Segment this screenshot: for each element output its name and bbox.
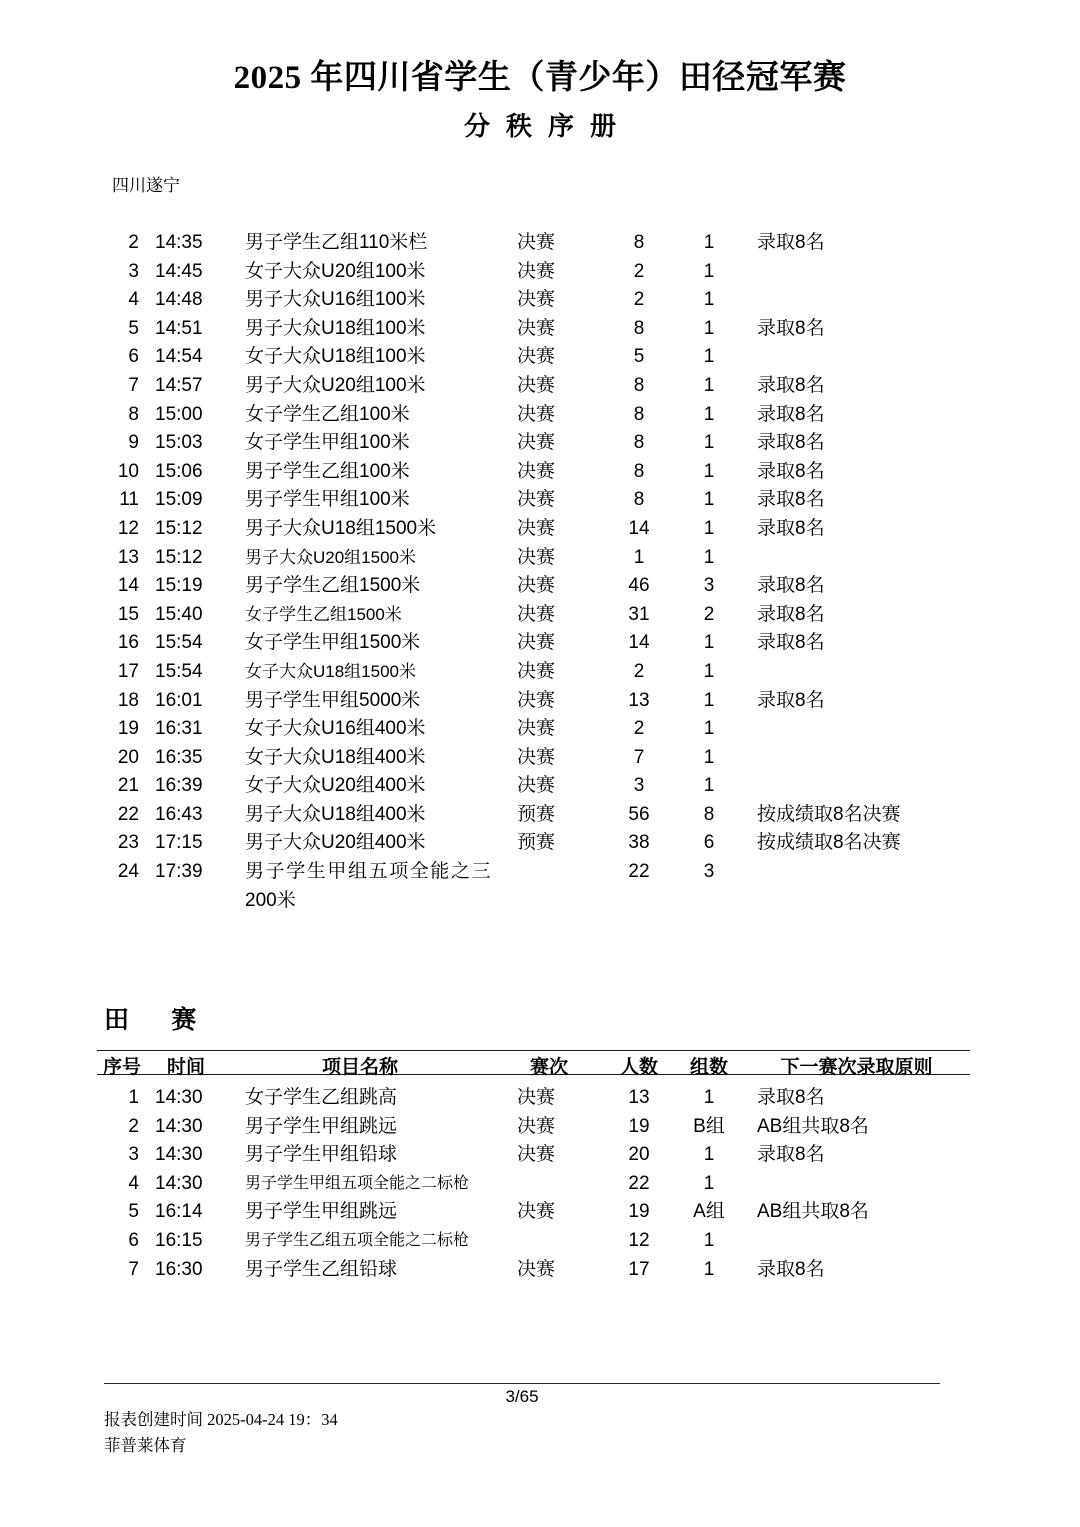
cell-rule (743, 1170, 970, 1199)
field-table-header-row (97, 1051, 970, 1084)
cell-rule (743, 658, 970, 687)
cell-rule: 录取8名 (757, 432, 825, 454)
cell-item-line2: 200米 (245, 889, 296, 911)
cell-rule: 录取8名 (757, 489, 825, 511)
cell-count: 31 (628, 603, 650, 625)
cell-rule (743, 544, 970, 573)
cell-no: 18 (117, 689, 139, 711)
cell-rule: 录取8名 (757, 317, 825, 339)
column-header-count: 人数 (619, 1057, 658, 1078)
cell-group: 1 (703, 660, 715, 682)
cell-item: 男子大众U18组100米 (245, 317, 426, 339)
report-created-time: 报表创建时间 2025-04-24 19：34 (104, 1410, 338, 1429)
cell-round (495, 1227, 603, 1256)
cell-round: 决赛 (517, 1087, 556, 1108)
cell-time: 16:01 (155, 689, 203, 711)
cell-count: 8 (633, 317, 645, 339)
cell-time: 15:09 (155, 489, 203, 511)
cell-time: 16:43 (155, 803, 203, 825)
cell-count: 13 (628, 689, 650, 711)
cell-round: 决赛 (517, 460, 556, 482)
cell-no: 3 (128, 1144, 139, 1166)
track-events-table (97, 229, 970, 915)
cell-count: 5 (633, 346, 645, 368)
cell-item (225, 858, 495, 915)
table-row (97, 401, 970, 430)
cell-round: 决赛 (517, 346, 556, 368)
cell-count: 8 (633, 403, 645, 425)
cell-rule (743, 744, 970, 773)
cell-no: 7 (128, 374, 139, 396)
footer-metadata (0, 1407, 1080, 1459)
cell-no: 2 (128, 232, 139, 253)
table-row (97, 544, 970, 573)
cell-round: 决赛 (517, 1115, 556, 1137)
page-number: 3/65 (505, 1387, 539, 1406)
cell-time: 17:39 (155, 861, 203, 883)
cell-rule (743, 772, 970, 801)
cell-time: 16:35 (155, 746, 203, 768)
table-row (97, 343, 970, 372)
field-table-header-rule (97, 1074, 970, 1075)
cell-count: 22 (628, 861, 650, 883)
cell-group: 1 (703, 489, 715, 511)
cell-count: 56 (628, 803, 650, 825)
cell-item: 男子学生甲组跳远 (245, 1201, 398, 1223)
cell-no: 5 (128, 1201, 139, 1223)
cell-no: 15 (117, 603, 139, 625)
table-row (97, 1170, 970, 1199)
cell-time: 15:12 (155, 546, 203, 568)
cell-item: 女子大众U20组100米 (245, 260, 426, 282)
cell-time: 16:39 (155, 775, 203, 797)
column-header-time: 时间 (166, 1057, 205, 1078)
cell-round: 决赛 (517, 1201, 556, 1223)
column-header-item: 项目名称 (321, 1057, 398, 1078)
cell-round: 决赛 (517, 575, 556, 597)
cell-group: 1 (703, 1144, 715, 1166)
cell-group: 1 (703, 374, 715, 396)
cell-time: 14:30 (155, 1172, 203, 1194)
cell-no: 3 (128, 260, 139, 282)
cell-no: 6 (128, 1229, 139, 1251)
cell-rule: 录取8名 (757, 232, 825, 253)
cell-round: 决赛 (517, 603, 556, 625)
cell-item: 男子学生甲组铅球 (245, 1144, 398, 1166)
cell-count: 8 (633, 460, 645, 482)
table-row (97, 1198, 970, 1227)
cell-group: 1 (703, 232, 715, 253)
cell-no: 4 (128, 1172, 139, 1194)
cell-count: 13 (628, 1087, 650, 1108)
cell-group: B组 (693, 1115, 725, 1137)
cell-item: 男子大众U20组100米 (245, 374, 426, 396)
cell-item: 男子学生甲组跳远 (245, 1115, 398, 1137)
cell-group: 3 (703, 575, 715, 597)
cell-rule: 按成绩取8名决赛 (757, 832, 901, 854)
cell-group: 1 (703, 517, 715, 539)
report-provider: 菲普莱体育 (104, 1436, 187, 1455)
cell-count: 8 (633, 374, 645, 396)
cell-round: 预赛 (517, 832, 556, 854)
cell-round: 决赛 (517, 260, 556, 282)
cell-count: 22 (628, 1172, 650, 1194)
cell-count: 19 (628, 1115, 650, 1137)
table-row (97, 515, 970, 544)
cell-group: 1 (703, 746, 715, 768)
cell-rule: 按成绩取8名决赛 (757, 803, 901, 825)
cell-round: 决赛 (517, 632, 556, 654)
cell-count: 14 (628, 632, 650, 654)
field-events-table (97, 1051, 970, 1284)
cell-group: 1 (703, 1229, 715, 1251)
cell-no: 14 (117, 575, 139, 597)
cell-group: 1 (703, 546, 715, 568)
cell-no: 6 (128, 346, 139, 368)
cell-rule (743, 258, 970, 287)
cell-rule: 录取8名 (757, 460, 825, 482)
cell-no: 10 (117, 460, 139, 482)
cell-no: 5 (128, 317, 139, 339)
cell-rule: 录取8名 (757, 1258, 825, 1280)
cell-no: 11 (119, 489, 139, 511)
cell-item: 男子学生乙组五项全能之二标枪 (245, 1231, 470, 1249)
cell-no: 9 (128, 432, 139, 454)
cell-no: 20 (117, 746, 139, 768)
cell-count: 1 (633, 546, 645, 568)
table-row (97, 1141, 970, 1170)
track-events-section (0, 229, 1080, 915)
cell-round: 决赛 (517, 1144, 556, 1166)
column-header-no: 序号 (102, 1057, 141, 1078)
cell-no: 8 (128, 403, 139, 425)
cell-group: 6 (703, 832, 715, 854)
cell-rule: 录取8名 (757, 689, 825, 711)
cell-round: 决赛 (517, 403, 556, 425)
cell-item: 男子学生甲组五项全能之二标枪 (245, 1174, 470, 1192)
cell-item: 男子学生乙组110米栏 (245, 232, 428, 253)
page-footer (0, 1383, 1080, 1459)
cell-group: 1 (703, 260, 715, 282)
cell-rule: 录取8名 (757, 1144, 825, 1166)
cell-group: 1 (703, 1258, 715, 1280)
cell-round: 决赛 (517, 718, 556, 740)
cell-group: 1 (703, 460, 715, 482)
field-section-title: 田 赛 (104, 1007, 215, 1034)
cell-group: A组 (693, 1201, 725, 1223)
cell-no: 19 (117, 718, 139, 740)
cell-rule: 录取8名 (757, 575, 825, 597)
cell-rule (743, 715, 970, 744)
table-row (97, 1084, 970, 1113)
cell-group: 8 (703, 803, 715, 825)
cell-item: 男子大众U20组400米 (245, 832, 426, 854)
cell-group: 1 (703, 775, 715, 797)
table-row (97, 429, 970, 458)
cell-rule: 录取8名 (757, 374, 825, 396)
cell-no: 12 (117, 517, 139, 539)
cell-time: 15:00 (155, 403, 203, 425)
cell-rule (743, 343, 970, 372)
cell-group: 1 (703, 718, 715, 740)
cell-item: 男子大众U16组100米 (245, 289, 426, 311)
cell-count: 8 (633, 232, 645, 253)
cell-round: 决赛 (517, 746, 556, 768)
table-row (97, 687, 970, 716)
cell-round: 决赛 (517, 689, 556, 711)
cell-time: 15:40 (155, 603, 203, 625)
column-header-groups: 组数 (689, 1057, 728, 1078)
cell-group: 1 (703, 403, 715, 425)
table-row (97, 715, 970, 744)
cell-time: 15:54 (155, 632, 203, 654)
cell-count: 46 (628, 575, 650, 597)
cell-time: 14:45 (155, 260, 203, 282)
cell-count: 19 (628, 1201, 650, 1223)
cell-rule: AB组共取8名 (757, 1115, 869, 1137)
table-row (97, 829, 970, 858)
cell-item: 女子大众U20组400米 (245, 775, 426, 797)
table-row (97, 629, 970, 658)
cell-item: 女子大众U18组100米 (245, 346, 426, 368)
cell-count: 2 (633, 718, 645, 740)
table-row (97, 1256, 970, 1285)
cell-time: 14:48 (155, 289, 203, 311)
cell-time: 15:54 (155, 660, 203, 682)
cell-no: 1 (128, 1087, 139, 1108)
cell-item: 男子学生乙组1500米 (245, 575, 421, 597)
cell-no: 4 (128, 289, 139, 311)
table-row (97, 858, 970, 915)
cell-group: 3 (703, 861, 715, 883)
cell-count: 3 (633, 775, 645, 797)
cell-group: 1 (703, 689, 715, 711)
cell-group: 1 (703, 346, 715, 368)
table-row (97, 801, 970, 830)
cell-time: 15:06 (155, 460, 203, 482)
cell-time: 15:03 (155, 432, 203, 454)
cell-time: 17:15 (155, 832, 203, 854)
venue-label: 四川遂宁 (112, 175, 180, 195)
cell-count: 38 (628, 832, 650, 854)
cell-no: 17 (117, 660, 139, 682)
table-row (97, 601, 970, 630)
cell-round: 决赛 (517, 489, 556, 511)
cell-time: 14:30 (155, 1087, 203, 1108)
cell-no: 2 (128, 1115, 139, 1137)
cell-round: 决赛 (517, 374, 556, 396)
cell-round: 决赛 (517, 317, 556, 339)
table-row (97, 372, 970, 401)
table-row (97, 744, 970, 773)
cell-time: 16:31 (155, 718, 203, 740)
cell-item: 女子学生乙组1500米 (245, 604, 402, 624)
cell-item: 男子大众U20组1500米 (245, 547, 417, 567)
cell-count: 20 (628, 1144, 650, 1166)
cell-no: 22 (117, 803, 139, 825)
document-title: 2025 年四川省学生（青少年）田径冠军赛 (233, 60, 847, 96)
cell-no: 24 (117, 861, 139, 883)
column-header-rule: 下一赛次录取原则 (780, 1057, 933, 1078)
cell-item: 男子大众U18组1500米 (245, 517, 437, 539)
cell-item-line1: 男子学生甲组五项全能之三 (245, 861, 493, 883)
cell-group: 1 (703, 1087, 715, 1108)
cell-item: 女子大众U18组1500米 (245, 661, 417, 681)
cell-no: 23 (117, 832, 139, 854)
document-subtitle: 分秩序册 (463, 112, 632, 142)
cell-time: 16:30 (155, 1258, 203, 1280)
table-row (97, 658, 970, 687)
cell-count: 2 (633, 260, 645, 282)
cell-item: 女子学生乙组跳高 (245, 1087, 398, 1108)
field-events-section (0, 1000, 1080, 1284)
cell-time: 14:51 (155, 317, 203, 339)
cell-time: 15:12 (155, 517, 203, 539)
cell-rule (743, 1227, 970, 1256)
cell-item: 女子大众U16组400米 (245, 718, 426, 740)
cell-rule: 录取8名 (757, 632, 825, 654)
table-row (97, 572, 970, 601)
cell-round: 决赛 (517, 517, 556, 539)
cell-group: 1 (703, 1172, 715, 1194)
cell-item: 女子大众U18组400米 (245, 746, 426, 768)
cell-round: 决赛 (517, 1258, 556, 1280)
cell-no: 16 (117, 632, 139, 654)
cell-time: 16:15 (155, 1229, 203, 1251)
cell-rule: AB组共取8名 (757, 1201, 869, 1223)
cell-group: 1 (703, 432, 715, 454)
cell-count: 2 (633, 289, 645, 311)
table-row (97, 229, 970, 258)
cell-item: 女子学生乙组100米 (245, 403, 410, 425)
cell-time: 14:30 (155, 1144, 203, 1166)
cell-rule: 录取8名 (757, 517, 825, 539)
cell-count: 14 (628, 517, 650, 539)
cell-time: 14:57 (155, 374, 203, 396)
table-row (97, 286, 970, 315)
cell-group: 1 (703, 289, 715, 311)
cell-round: 决赛 (517, 660, 556, 682)
table-row (97, 486, 970, 515)
cell-count: 12 (628, 1229, 650, 1251)
cell-no: 7 (128, 1258, 139, 1280)
cell-group: 1 (703, 317, 715, 339)
cell-rule (743, 286, 970, 315)
cell-item: 男子学生乙组铅球 (245, 1258, 398, 1280)
cell-rule (743, 858, 970, 915)
cell-time: 15:19 (155, 575, 203, 597)
cell-item: 男子学生甲组100米 (245, 489, 410, 511)
cell-count: 17 (628, 1258, 650, 1280)
cell-count: 8 (633, 432, 645, 454)
cell-rule: 录取8名 (757, 403, 825, 425)
table-row (97, 258, 970, 287)
cell-round: 决赛 (517, 232, 556, 253)
cell-item: 男子学生甲组5000米 (245, 689, 421, 711)
cell-group: 1 (703, 632, 715, 654)
table-row (97, 772, 970, 801)
cell-count: 8 (633, 489, 645, 511)
table-row (97, 1113, 970, 1142)
cell-time: 14:54 (155, 346, 203, 368)
cell-no: 13 (117, 546, 139, 568)
cell-round: 决赛 (517, 432, 556, 454)
cell-round: 决赛 (517, 775, 556, 797)
cell-round (495, 1170, 603, 1199)
cell-item: 男子大众U18组400米 (245, 803, 426, 825)
cell-no: 21 (117, 775, 139, 797)
cell-round: 决赛 (517, 546, 556, 568)
cell-item: 男子学生乙组100米 (245, 460, 410, 482)
cell-rule: 录取8名 (757, 1087, 825, 1108)
table-row (97, 315, 970, 344)
cell-count: 7 (633, 746, 645, 768)
cell-item: 女子学生甲组1500米 (245, 632, 421, 654)
cell-item: 女子学生甲组100米 (245, 432, 410, 454)
cell-time: 14:30 (155, 1115, 203, 1137)
cell-time: 14:35 (155, 232, 203, 253)
cell-round: 预赛 (517, 803, 556, 825)
cell-group: 2 (703, 603, 715, 625)
cell-count: 2 (633, 660, 645, 682)
cell-time: 16:14 (155, 1201, 203, 1223)
table-row (97, 458, 970, 487)
table-row (97, 1227, 970, 1256)
cell-rule: 录取8名 (757, 603, 825, 625)
cell-round (495, 858, 603, 915)
cell-round: 决赛 (517, 289, 556, 311)
column-header-round: 赛次 (529, 1057, 568, 1078)
